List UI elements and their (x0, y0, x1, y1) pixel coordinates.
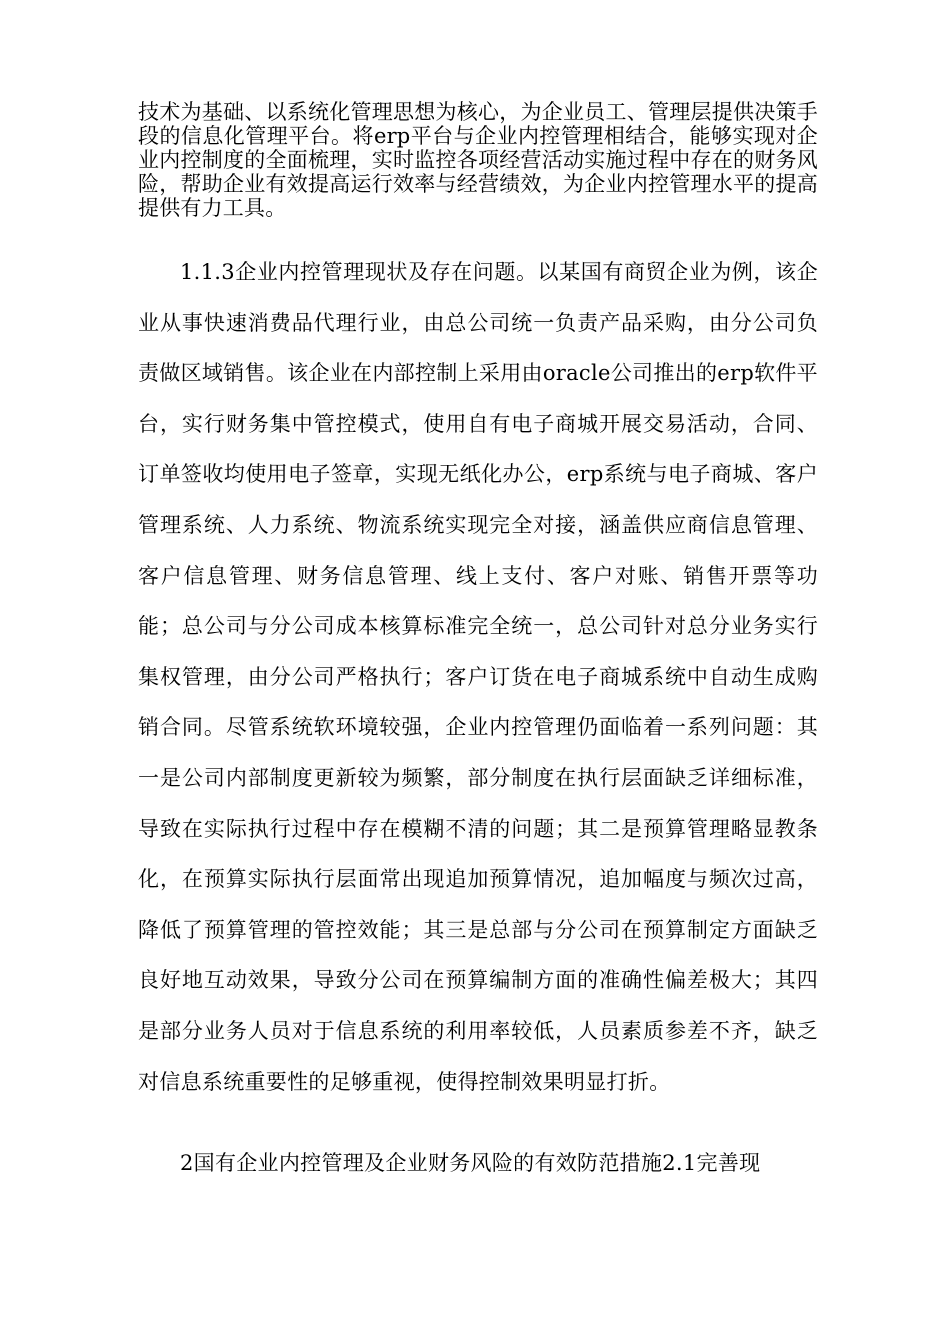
paragraph-erp-intro: 技术为基础、以系统化管理思想为核心，为企业员工、管理层提供决策手段的信息化管理平台。将erp平台与企业内控管理相结合，能够实现对企业内控制度的全面梳理，实时监控各项经营活动实施过程中存在的财务风险，帮助企业有效提高运行效率与经营绩效，为企业内控管理水平的提高提供有力工具。 (138, 100, 818, 220)
paragraph-section-2-heading: 2国有企业内控管理及企业财务风险的有效防范措施2.1完善现 (180, 1151, 761, 1175)
paragraph-section-1-1-3: 1.1.3企业内控管理现状及存在问题。以某国有商贸企业为例，该企业从事快速消费品代理行业，由总公司统一负责产品采购，由分公司负责做区域销售。该企业在内部控制上采用由oracle公司推出的erp软件平台，实行财务集中管控模式，使用自有电子商城开展交易活动，合同、订单签收均使用电子签章，实现无纸化办公，erp系统与电子商城、客户管理系统、人力系统、物流系统实现完全对接，涵盖供应商信息管理、客户信息管理、财务信息管理、线上支付、客户对账、销售开票等功能；总公司与分公司成本核算标准完全统一，总公司针对总分业务实行集权管理，由分公司严格执行；客户订货在电子商城系统中自动生成购销合同。尽管系统软环境较强，企业内控管理仍面临着一系列问题：其一是公司内部制度更新较为频繁，部分制度在执行层面缺乏详细标准，导致在实际执行过程中存在模糊不清的问题；其二是预算管理略显教条化，在预算实际执行层面常出现追加预算情况，追加幅度与频次过高，降低了预算管理的管控效能；其三是总部与分公司在预算制定方面缺乏良好地互动效果，导致分公司在预算编制方面的准确性偏差极大；其四是部分业务人员对于信息系统的利用率较低，人员素质参差不齐，缺乏对信息系统重要性的足够重视，使得控制效果明显打折。 (138, 260, 818, 1094)
